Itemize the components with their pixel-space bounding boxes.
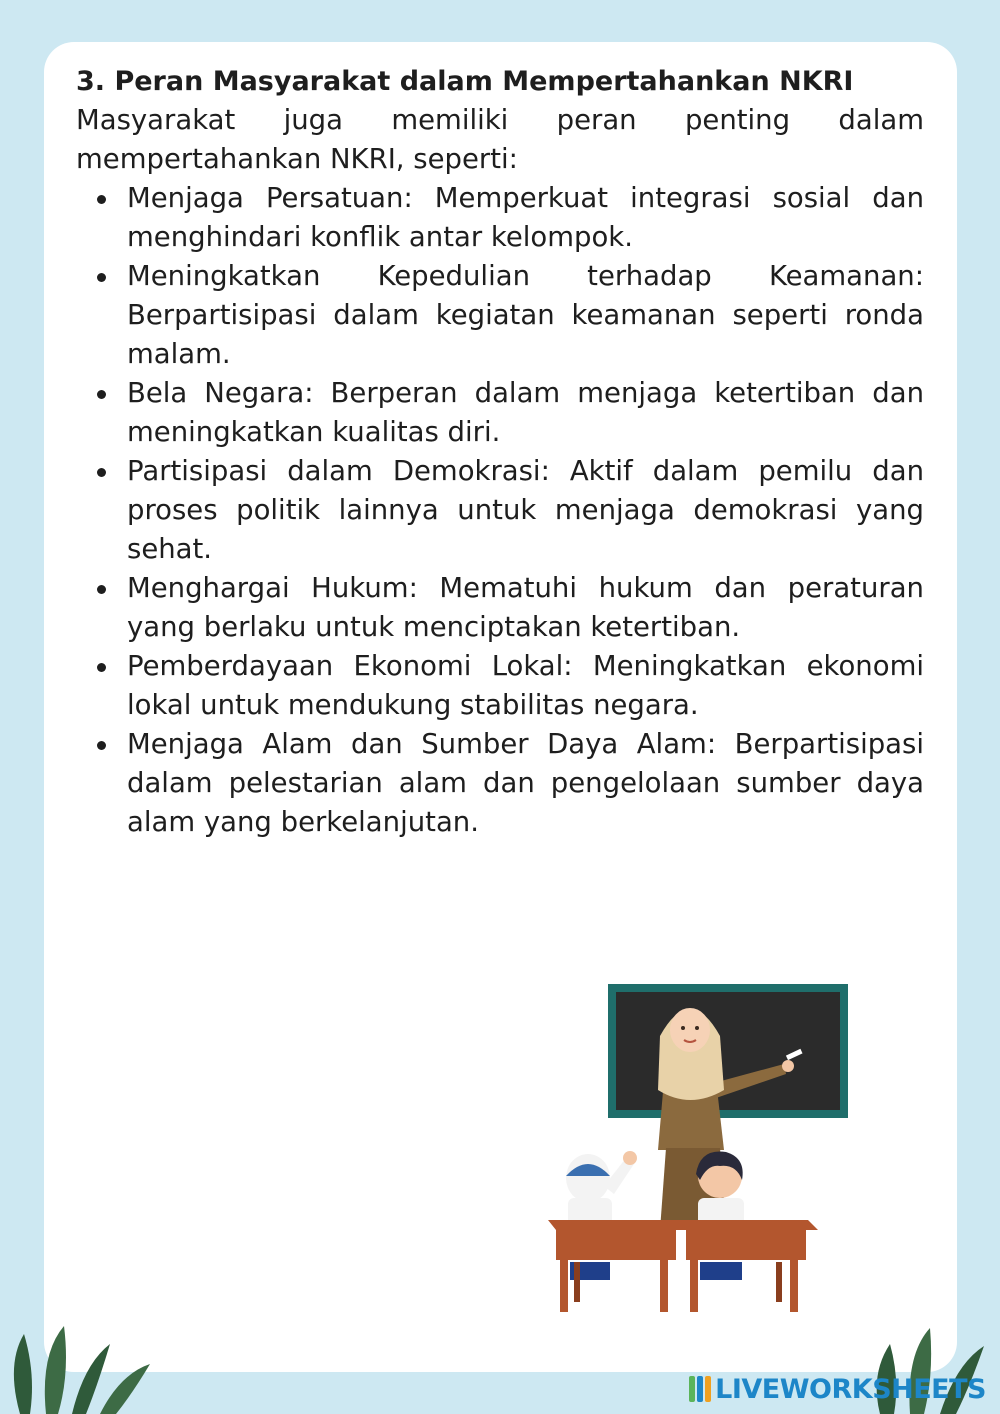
student-left <box>566 1151 637 1280</box>
bullet-icon <box>97 273 106 282</box>
content <box>76 62 924 842</box>
liveworksheets-logo-icon <box>689 1376 711 1402</box>
bullet-icon <box>97 468 106 477</box>
list-item: Partisipasi dalam Demokrasi: Aktif dalam pemilu dan proses politik lainnya untuk menjaga demokrasi yang sehat. <box>127 452 924 569</box>
intro-paragraph: Masyarakat juga memiliki peran penting dalam mempertahankan NKRI, seperti: <box>76 104 924 175</box>
points-list <box>76 179 924 842</box>
bullet-icon <box>97 390 106 399</box>
classroom-illustration <box>540 980 860 1320</box>
bullet-icon <box>97 741 106 750</box>
list-item: Pemberdayaan Ekonomi Lokal: Meningkatkan ekonomi lokal untuk mendukung stabilitas negara. <box>127 647 924 725</box>
bullet-icon <box>97 663 106 672</box>
bullet-icon <box>97 585 106 594</box>
section-heading: 3. Peran Masyarakat dalam Mempertahankan NKRI <box>76 66 854 97</box>
bullet-icon <box>97 195 106 204</box>
list-item: Menjaga Alam dan Sumber Daya Alam: Berpartisipasi dalam pelestarian alam dan pengelolaan sumber daya alam yang berkelanjutan. <box>127 725 924 842</box>
list-item: Meningkatkan Kepedulian terhadap Keamanan: Berpartisipasi dalam kegiatan keamanan seperti ronda malam. <box>127 257 924 374</box>
brand-watermark <box>689 1372 986 1406</box>
list-item: Menjaga Persatuan: Memperkuat integrasi sosial dan menghindari konflik antar kelompok. <box>127 179 924 257</box>
list-item: Menghargai Hukum: Mematuhi hukum dan peraturan yang berlaku untuk menciptakan ketertiban. <box>127 569 924 647</box>
plant-left-icon <box>0 1324 160 1414</box>
brand-text: LIVEWORKSHEETS <box>715 1373 986 1405</box>
list-item: Bela Negara: Berperan dalam menjaga ketertiban dan meningkatkan kualitas diri. <box>127 374 924 452</box>
student-right <box>696 1151 744 1280</box>
